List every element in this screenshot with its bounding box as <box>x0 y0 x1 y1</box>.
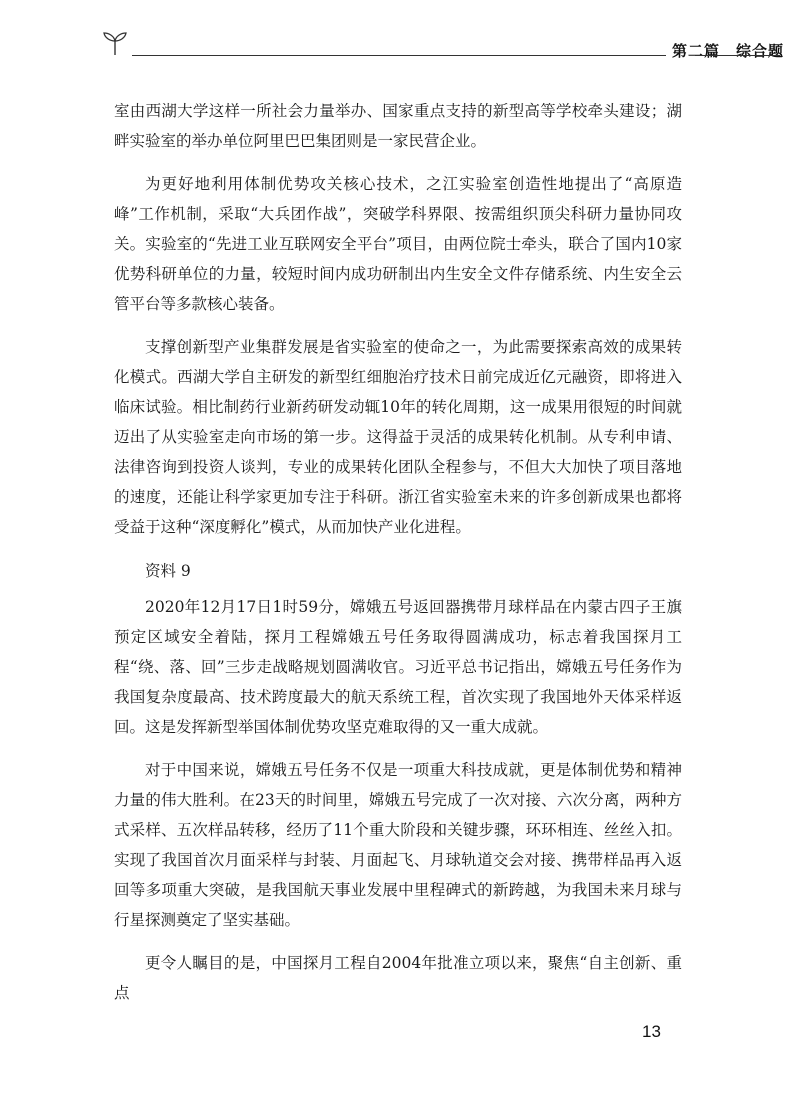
material-label: 资料 9 <box>145 562 191 580</box>
header-rule-right <box>695 55 780 56</box>
paragraph: 支撑创新型产业集群发展是省实验室的使命之一，为此需要探索高效的成果转化模式。西湖大学自主研发的新型红细胞治疗技术日前完成近亿元融资，即将进入临床试验。相比制药行业新药研发动辄10年的转化周期，这一成果用很短的时间就迈出了从实验室走向市场的第一步。这得益于灵活的成果转化机制。从专利申请、法律咨询到投资人谈判，专业的成果转化团队全程参与，不但大大加快了项目落地的速度，还能让科学家更加专注于科研。浙江省实验室未来的许多创新成果也都将受益于这种“深度孵化”模式，从而加快产业化进程。 <box>114 338 682 536</box>
page-header <box>100 28 785 68</box>
paragraph: 对于中国来说，嫦娥五号任务不仅是一项重大科技成就，更是体制优势和精神力量的伟大胜利。在23天的时间里，嫦娥五号完成了一次对接、六次分离，两种方式采样、五次样品转移，经历了11个重大阶段和关键步骤，环环相连、丝丝入扣。实现了我国首次月面采样与封装、月面起飞、月球轨道交会对接、携带样品再入返回等多项重大突破，是我国航天事业发展中里程碑式的新跨越，为我国未来月球与行星探测奠定了坚实基础。 <box>114 761 682 929</box>
section-title: 第二篇 综合题 <box>672 42 785 60</box>
paragraph: 2020年12月17日1时59分，嫦娥五号返回器携带月球样品在内蒙古四子王旗预定区域安全着陆，探月工程嫦娥五号任务取得圆满成功，标志着我国探月工程“绕、落、回”三步走战略规划圆满收官。习近平总书记指出，嫦娥五号任务作为我国复杂度最高、技术跨度最大的航天系统工程，首次实现了我国地外天体采样返回。这是发挥新型举国体制优势攻坚克难取得的又一重大成就。 <box>114 598 682 736</box>
sprout-icon <box>100 28 130 58</box>
paragraph: 为更好地利用体制优势攻关核心技术，之江实验室创造性地提出了“高原造峰”工作机制，采取“大兵团作战”，突破学科界限、按需组织顶尖科研力量协同攻关。实验室的“先进工业互联网安全平台”项目，由两位院士牵头，联合了国内10家优势科研单位的力量，较短时间内成功研制出内生安全文件存储系统、内生安全云管平台等多款核心装备。 <box>114 175 682 313</box>
header-rule-left <box>132 55 666 56</box>
paragraph: 更令人瞩目的是，中国探月工程自2004年批准立项以来，聚焦“自主创新、重点 <box>114 954 682 1002</box>
body-text <box>114 96 682 1021</box>
page-number: 13 <box>642 1022 661 1041</box>
paragraph: 室由西湖大学这样一所社会力量举办、国家重点支持的新型高等学校牵头建设；湖畔实验室的举办单位阿里巴巴集团则是一家民营企业。 <box>114 102 682 150</box>
